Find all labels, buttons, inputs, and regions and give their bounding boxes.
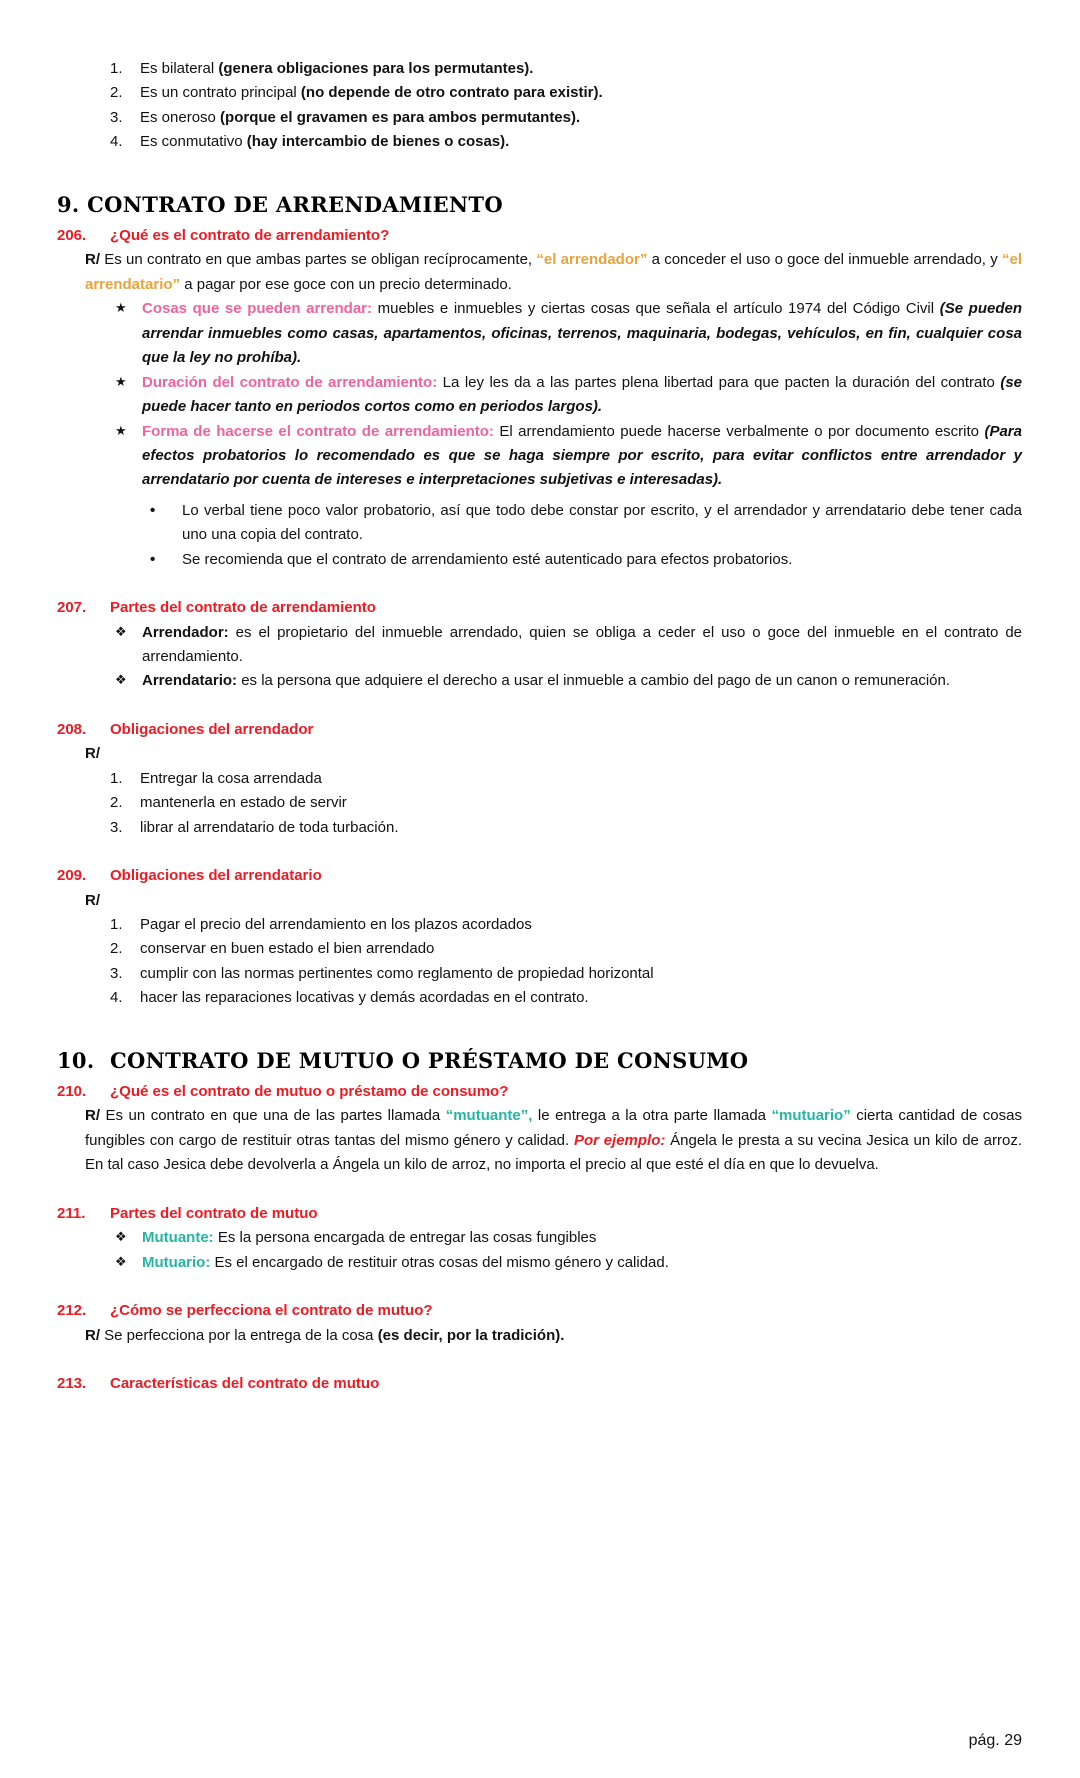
- text-run: Es el encargado de restituir otras cosas del mismo género y calidad.: [210, 1253, 669, 1271]
- text-run: La ley les da a las partes plena libertad para que pacten la duración del contrato: [437, 373, 1001, 391]
- text-run: hacer las reparaciones locativas y demás acordadas en el contrato.: [140, 989, 589, 1007]
- text-run: Arrendatario:: [142, 672, 238, 690]
- text-run: Es un contrato en que ambas partes se obligan recíprocamente,: [100, 251, 537, 269]
- question-heading-206: [57, 224, 1022, 248]
- question-heading-210: [57, 1080, 1022, 1104]
- list-number: 1.: [110, 769, 123, 787]
- answer-label: R/: [85, 745, 100, 763]
- section-heading-text: 9. CONTRATO DE ARRENDAMIENTO: [57, 191, 503, 217]
- text-run: Forma de hacerse el contrato de arrendamiento:: [142, 422, 494, 440]
- list-text: [140, 916, 532, 933]
- list-number: 2.: [110, 940, 123, 958]
- section-heading-text: CONTRATO DE MUTUO O PRÉSTAMO DE CONSUMO: [110, 1047, 749, 1073]
- text-run: cumplir con las normas pertinentes como reglamento de propiedad horizontal: [140, 964, 654, 982]
- question-number: 212.: [57, 1302, 87, 1320]
- list-item: [57, 962, 1022, 986]
- text-run: Cosas que se pueden arrendar:: [142, 300, 372, 318]
- text-run: Por ejemplo:: [573, 1131, 666, 1149]
- list-text: [140, 770, 322, 787]
- text-run: Mutuario:: [142, 1253, 211, 1271]
- characteristics-list: [57, 57, 1022, 155]
- text-run: Lo verbal tiene poco valor probatorio, así que todo debe constar por escrito, y el arrendador y arrendatario debe tener cada uno una copia del contrato.: [182, 501, 1022, 544]
- text-run: R/: [85, 1326, 100, 1344]
- question-heading-207: [57, 596, 1022, 620]
- diamond-list-item: [57, 669, 1022, 693]
- list-item: [57, 986, 1022, 1010]
- text-run: (es decir, por la tradición).: [377, 1326, 565, 1344]
- list-item: [57, 81, 1022, 105]
- text-run: Se recomienda que el contrato de arrendamiento esté autenticado para efectos probatorios.: [182, 550, 793, 568]
- list-text: [140, 133, 509, 150]
- text-run: “el arrendador”: [536, 251, 648, 269]
- bullet-icon: •: [150, 501, 156, 519]
- question-title: Obligaciones del arrendador: [110, 720, 314, 738]
- question-title: ¿Cómo se perfecciona el contrato de mutuo?: [110, 1302, 433, 1320]
- answer-210: [85, 1104, 1022, 1177]
- list-text: [142, 423, 1022, 489]
- star-icon: ★: [115, 422, 127, 438]
- text-run: (porque el gravamen es para ambos permutantes).: [220, 108, 581, 126]
- text-run: Es un contrato en que una de las partes llamada: [100, 1107, 446, 1125]
- diamond-icon: ❖: [115, 672, 127, 688]
- list-text: [140, 819, 399, 836]
- text-run: “el arrendatario”: [85, 251, 1022, 293]
- list-text: [140, 940, 434, 957]
- list-number: 2.: [110, 84, 123, 102]
- text-run: Entregar la cosa arrendada: [140, 769, 322, 787]
- text-run: cierta cantidad de cosas fungibles con cargo de restituir otras tantas del mismo género y calidad.: [85, 1107, 1022, 1149]
- question-number: 211.: [57, 1204, 86, 1222]
- diamond-list-item: [57, 621, 1022, 670]
- list-text: [142, 300, 1022, 366]
- text-run: Se perfecciona por la entrega de la cosa: [100, 1326, 378, 1344]
- question-heading-212: [57, 1299, 1022, 1323]
- list-text: [142, 672, 950, 689]
- text-run: El arrendamiento puede hacerse verbalmente o por documento escrito: [493, 422, 985, 440]
- list-number: 1.: [110, 60, 123, 77]
- section-heading-mutuo: [57, 1047, 1022, 1074]
- question-title: Partes del contrato de arrendamiento: [110, 599, 376, 617]
- list-item: [57, 816, 1022, 840]
- bullet-icon: •: [150, 550, 156, 568]
- page-number: pág. 29: [968, 1731, 1022, 1749]
- question-title: ¿Qué es el contrato de mutuo o préstamo de consumo?: [110, 1083, 509, 1101]
- text-run: “mutuante”,: [445, 1107, 533, 1125]
- list-text: [140, 109, 580, 126]
- star-icon: ★: [115, 300, 127, 316]
- list-text: [182, 502, 1022, 543]
- list-text: [142, 1254, 669, 1271]
- diamond-list-item: [57, 1226, 1022, 1250]
- question-title: Obligaciones del arrendatario: [110, 867, 322, 885]
- text-run: es el propietario del inmueble arrendado, quien se obliga a ceder el uso o goce del inmueble en el contrato de arrendamiento.: [142, 623, 1022, 666]
- list-number: 3.: [110, 964, 123, 982]
- list-number: 3.: [110, 108, 123, 126]
- list-text: [140, 60, 533, 77]
- text-run: a pagar por ese goce con un precio determinado.: [180, 275, 512, 293]
- question-number: 213.: [57, 1374, 87, 1392]
- question-number: 206.: [57, 227, 87, 245]
- text-run: R/: [85, 1107, 100, 1125]
- text-run: mantenerla en estado de servir: [140, 794, 347, 812]
- list-number: 3.: [110, 818, 123, 836]
- text-run: Es conmutativo: [140, 133, 247, 151]
- list-text: [140, 965, 654, 982]
- text-run: conservar en buen estado el bien arrendado: [140, 940, 435, 958]
- text-run: Arrendador:: [142, 623, 229, 641]
- question-number: 210.: [57, 1083, 87, 1101]
- question-number: 207.: [57, 599, 87, 617]
- text-run: Es la persona encargada de entregar las cosas fungibles: [213, 1229, 597, 1247]
- list-text: [142, 374, 1022, 415]
- text-run: Es bilateral: [140, 60, 219, 77]
- question-title: Características del contrato de mutuo: [110, 1374, 380, 1392]
- star-list-item: [57, 420, 1022, 493]
- bullet-list-item: [57, 499, 1022, 548]
- list-text: [140, 794, 347, 811]
- text-run: Pagar el precio del arrendamiento en los plazos acordados: [140, 915, 532, 933]
- star-list-item: [57, 297, 1022, 370]
- text-run: es la persona que adquiere el derecho a usar el inmueble a cambio del pago de un canon o remuneración.: [237, 672, 951, 690]
- text-run: a conceder el uso o goce del inmueble arrendado, y: [647, 251, 1002, 269]
- text-run: muebles e inmuebles y ciertas cosas que señala el artículo 1974 del Código Civil: [372, 300, 940, 318]
- list-number: 4.: [110, 133, 123, 151]
- text-run: (Se pueden arrendar inmuebles como casas, apartamentos, oficinas, terrenos, maquinaria, bodegas, vehículos, en fin, cualquier cosa que la ley no prohíba).: [142, 300, 1022, 367]
- list-text: [140, 989, 589, 1006]
- list-number: 4.: [110, 989, 123, 1007]
- list-text: [182, 551, 792, 568]
- list-item: [57, 130, 1022, 154]
- question-title: Partes del contrato de mutuo: [110, 1204, 318, 1222]
- question-heading-213: [57, 1372, 1022, 1396]
- answer-206: [85, 248, 1022, 297]
- text-run: Mutuante:: [142, 1229, 214, 1247]
- text-run: le entrega a la otra parte llamada: [532, 1107, 772, 1125]
- text-run: librar al arrendatario de toda turbación.: [140, 818, 399, 836]
- text-run: Es un contrato principal: [140, 84, 301, 102]
- star-list-item: [57, 371, 1022, 420]
- bullet-list-item: [57, 548, 1022, 572]
- question-heading-209: [57, 864, 1022, 888]
- star-icon: ★: [115, 373, 127, 389]
- text-run: (Para efectos probatorios lo recomendado es que se haga siempre por escrito, para evitar conflictos entre arrendador y arrendatario por cuenta de intereses e interpretaciones subjetivas e interesadas).: [142, 422, 1022, 489]
- text-run: (se puede hacer tanto en periodos cortos como en periodos largos).: [142, 373, 1023, 416]
- text-run: Es oneroso: [140, 108, 221, 126]
- text-run: Duración del contrato de arrendamiento:: [142, 373, 438, 391]
- list-item: [57, 913, 1022, 937]
- diamond-icon: ❖: [115, 623, 127, 639]
- text-run: Ángela le presta a su vecina Jesica un kilo de arroz. En tal caso Jesica debe devolverla a Ángela un kilo de arroz, no importa el precio al que esté el día en que lo devuelva.: [85, 1131, 1022, 1174]
- answer-label: R/: [85, 891, 100, 909]
- list-item: [57, 791, 1022, 815]
- answer-212: [85, 1324, 1022, 1348]
- section-heading-arrendamiento: [57, 191, 1022, 218]
- section-number: 10.: [57, 1047, 95, 1073]
- text-run: (no depende de otro contrato para existir).: [300, 84, 603, 102]
- list-text: [142, 624, 1022, 665]
- list-item: [57, 106, 1022, 130]
- question-heading-211: [57, 1202, 1022, 1226]
- list-text: [142, 1229, 596, 1246]
- text-run: (genera obligaciones para los permutantes).: [218, 60, 534, 77]
- list-item: [57, 767, 1022, 791]
- diamond-icon: ❖: [115, 1253, 127, 1269]
- text-run: (hay intercambio de bienes o cosas).: [246, 133, 510, 151]
- list-text: [140, 84, 603, 101]
- text-run: R/: [85, 251, 100, 269]
- list-number: 2.: [110, 794, 123, 812]
- list-number: 1.: [110, 915, 123, 933]
- list-item: [57, 937, 1022, 961]
- diamond-icon: ❖: [115, 1229, 127, 1245]
- list-item: [57, 57, 1022, 81]
- diamond-list-item: [57, 1251, 1022, 1275]
- question-heading-208: [57, 718, 1022, 742]
- text-run: “mutuario”: [771, 1107, 851, 1125]
- question-number: 209.: [57, 867, 87, 885]
- question-title: ¿Qué es el contrato de arrendamiento?: [110, 227, 390, 245]
- question-number: 208.: [57, 720, 87, 738]
